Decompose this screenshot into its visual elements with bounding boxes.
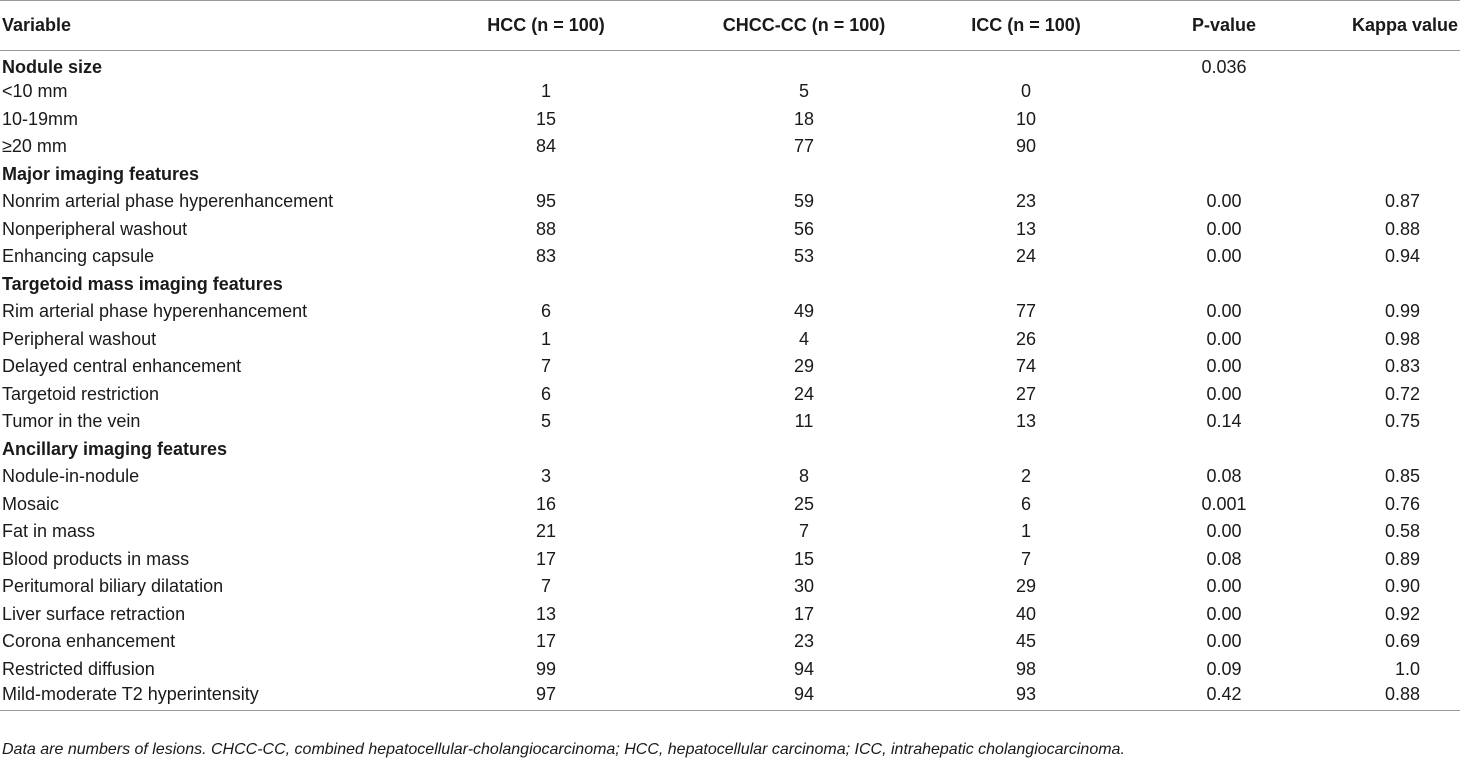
cell-hcc: 15	[535, 108, 557, 129]
cell-kappa-value: 0.72	[1384, 383, 1420, 404]
cell-hcc: 3	[540, 466, 551, 487]
cell-chcc-cc	[680, 161, 928, 189]
cell-chcc-cc: 8	[798, 466, 809, 487]
cell-icc: 98	[1015, 658, 1037, 679]
cell-kappa-value	[1324, 106, 1460, 134]
cell-kappa-value: 0.88	[1384, 218, 1420, 239]
cell-icc: 13	[1015, 218, 1037, 239]
cell-icc: 90	[1015, 136, 1037, 157]
cell-p-value: 0.00	[1206, 218, 1242, 239]
cell-hcc: 17	[535, 631, 557, 652]
table-row	[0, 188, 1460, 216]
cell-chcc-cc: 11	[794, 411, 814, 432]
table-row	[0, 683, 1460, 711]
cell-icc: 27	[1015, 383, 1037, 404]
cell-chcc-cc: 7	[798, 521, 809, 542]
cell-hcc: 84	[535, 136, 557, 157]
cell-hcc: 13	[535, 603, 557, 624]
header-kappa-value: Kappa value	[1351, 15, 1458, 35]
cell-p-value: 0.00	[1206, 603, 1242, 624]
cell-variable: Mild-moderate T2 hyperintensity	[2, 684, 259, 704]
cell-icc: 2	[1020, 466, 1031, 487]
cell-icc: 7	[1020, 548, 1031, 569]
table-row	[0, 546, 1460, 574]
table-row	[0, 243, 1460, 271]
cell-kappa-value: 0.94	[1384, 246, 1420, 267]
cell-icc: 45	[1015, 631, 1037, 652]
cell-hcc: 17	[535, 548, 557, 569]
cell-hcc: 16	[535, 493, 557, 514]
section-row	[0, 161, 1460, 189]
cell-kappa-value: 0.99	[1384, 301, 1420, 322]
cell-kappa-value	[1324, 51, 1460, 79]
cell-variable: Liver surface retraction	[2, 603, 186, 624]
cell-kappa-value: 1.0	[1394, 658, 1420, 679]
cell-p-value: 0.00	[1206, 246, 1242, 267]
cell-hcc	[412, 51, 680, 79]
cell-kappa-value	[1324, 78, 1460, 106]
cell-variable: Blood products in mass	[2, 548, 190, 569]
cell-kappa-value	[1324, 133, 1460, 161]
cell-icc: 74	[1015, 356, 1037, 377]
cell-chcc-cc: 5	[798, 81, 809, 102]
cell-p-value	[1124, 271, 1324, 299]
cell-chcc-cc: 94	[793, 658, 815, 679]
cell-kappa-value: 0.87	[1384, 191, 1420, 212]
cell-variable: Mosaic	[2, 493, 60, 514]
cell-chcc-cc: 49	[793, 301, 815, 322]
cell-icc: 29	[1015, 576, 1037, 597]
cell-hcc: 7	[540, 576, 551, 597]
cell-p-value: 0.00	[1206, 521, 1242, 542]
header-chcc-cc: CHCC-CC (n = 100)	[722, 15, 886, 35]
cell-icc: 13	[1015, 411, 1037, 432]
cell-p-value: 0.09	[1206, 658, 1242, 679]
cell-hcc: 21	[535, 521, 557, 542]
table-row	[0, 133, 1460, 161]
header-p-value: P-value	[1191, 15, 1257, 35]
cell-icc: 40	[1015, 603, 1037, 624]
section-heading: Nodule size	[2, 57, 103, 77]
cell-hcc	[412, 271, 680, 299]
cell-chcc-cc: 30	[793, 576, 815, 597]
cell-variable: Peritumoral biliary dilatation	[2, 576, 224, 597]
cell-chcc-cc	[680, 51, 928, 79]
cell-chcc-cc: 53	[793, 246, 815, 267]
table-row	[0, 381, 1460, 409]
cell-hcc: 88	[535, 218, 557, 239]
cell-icc: 0	[1020, 81, 1031, 102]
table-body	[0, 51, 1460, 711]
cell-p-value: 0.14	[1206, 411, 1242, 432]
cell-kappa-value: 0.76	[1384, 493, 1420, 514]
cell-p-value: 0.00	[1206, 631, 1242, 652]
cell-icc	[928, 51, 1124, 79]
cell-kappa-value: 0.58	[1384, 521, 1420, 542]
cell-p-value: 0.00	[1206, 383, 1242, 404]
section-heading: Ancillary imaging features	[2, 438, 228, 459]
table-row	[0, 573, 1460, 601]
cell-p-value: 0.00	[1206, 191, 1242, 212]
cell-variable: Nodule-in-nodule	[2, 466, 140, 487]
table-row	[0, 216, 1460, 244]
cell-hcc: 83	[535, 246, 557, 267]
cell-hcc: 95	[535, 191, 557, 212]
cell-variable: Delayed central enhancement	[2, 356, 242, 377]
table-row	[0, 601, 1460, 629]
cell-chcc-cc: 94	[793, 684, 815, 704]
cell-p-value	[1124, 436, 1324, 464]
cell-chcc-cc: 59	[793, 191, 815, 212]
cell-chcc-cc: 23	[793, 631, 815, 652]
table-row	[0, 491, 1460, 519]
table-row	[0, 78, 1460, 106]
cell-icc: 77	[1015, 301, 1037, 322]
table-row	[0, 326, 1460, 354]
cell-kappa-value: 0.75	[1384, 411, 1420, 432]
cell-chcc-cc: 29	[793, 356, 815, 377]
cell-p-value: 0.08	[1206, 466, 1242, 487]
section-row	[0, 271, 1460, 299]
cell-p-value: 0.00	[1206, 301, 1242, 322]
table-row	[0, 628, 1460, 656]
table-footnote: Data are numbers of lesions. CHCC-CC, combined hepatocellular-cholangiocarcinoma; HCC, hepatocellular carcinoma; ICC, intrahepatic cholangiocarcinoma.	[2, 741, 1125, 758]
cell-variable: Rim arterial phase hyperenhancement	[2, 301, 308, 322]
cell-kappa-value: 0.88	[1384, 684, 1420, 704]
cell-kappa-value	[1324, 436, 1460, 464]
cell-p-value: 0.001	[1201, 493, 1247, 514]
cell-kappa-value: 0.92	[1384, 603, 1420, 624]
cell-chcc-cc: 17	[793, 603, 815, 624]
cell-p-value: 0.08	[1206, 548, 1242, 569]
cell-chcc-cc: 18	[793, 108, 815, 129]
cell-variable: Tumor in the vein	[2, 411, 141, 432]
cell-hcc	[412, 161, 680, 189]
cell-variable: 10-19mm	[2, 108, 79, 129]
table-row	[0, 656, 1460, 684]
cell-kappa-value: 0.83	[1384, 356, 1420, 377]
cell-chcc-cc	[680, 436, 928, 464]
cell-kappa-value	[1324, 161, 1460, 189]
cell-hcc	[412, 436, 680, 464]
cell-icc	[928, 161, 1124, 189]
cell-chcc-cc: 15	[793, 548, 815, 569]
cell-icc: 10	[1015, 108, 1037, 129]
cell-kappa-value: 0.98	[1384, 328, 1420, 349]
cell-chcc-cc: 56	[793, 218, 815, 239]
cell-kappa-value	[1324, 271, 1460, 299]
header-variable: Variable	[2, 15, 72, 35]
table-row	[0, 106, 1460, 134]
cell-variable: Fat in mass	[2, 521, 96, 542]
cell-variable: ≥20 mm	[2, 136, 67, 157]
table-header	[0, 1, 1460, 51]
table-row	[0, 463, 1460, 491]
cell-icc	[928, 271, 1124, 299]
cell-chcc-cc	[680, 271, 928, 299]
cell-hcc: 97	[535, 684, 557, 704]
section-row	[0, 51, 1460, 79]
cell-p-value: 0.00	[1206, 328, 1242, 349]
cell-p-value: 0.00	[1206, 356, 1242, 377]
cell-p-value	[1124, 106, 1324, 134]
cell-p-value: 0.42	[1206, 684, 1242, 704]
cell-chcc-cc: 25	[793, 493, 815, 514]
table-row	[0, 353, 1460, 381]
cell-p-value	[1124, 161, 1324, 189]
header-row	[0, 1, 1460, 51]
cell-hcc: 1	[540, 81, 551, 102]
cell-p-value: 0.00	[1206, 576, 1242, 597]
cell-hcc: 6	[540, 301, 551, 322]
cell-hcc: 7	[540, 356, 551, 377]
cell-hcc: 99	[535, 658, 557, 679]
cell-icc: 6	[1020, 493, 1031, 514]
header-icc: ICC (n = 100)	[971, 15, 1081, 35]
cell-icc	[928, 436, 1124, 464]
cell-icc: 24	[1015, 246, 1037, 267]
table-row	[0, 408, 1460, 436]
cell-variable: Restricted diffusion	[2, 658, 155, 679]
cell-variable: Corona enhancement	[2, 631, 176, 652]
cell-variable: Targetoid restriction	[2, 383, 160, 404]
cell-icc: 23	[1015, 191, 1037, 212]
cell-variable: Peripheral washout	[2, 328, 157, 349]
cell-kappa-value: 0.85	[1384, 466, 1420, 487]
cell-variable: Enhancing capsule	[2, 246, 155, 267]
table-row	[0, 518, 1460, 546]
cell-kappa-value: 0.89	[1384, 548, 1420, 569]
cell-icc: 1	[1020, 521, 1031, 542]
cell-icc: 26	[1015, 328, 1037, 349]
section-row	[0, 436, 1460, 464]
cell-variable: Nonrim arterial phase hyperenhancement	[2, 191, 334, 212]
cell-variable: Nonperipheral washout	[2, 218, 188, 239]
header-hcc: HCC (n = 100)	[487, 15, 605, 35]
cell-hcc: 1	[540, 328, 551, 349]
section-heading: Major imaging features	[2, 163, 200, 184]
cell-chcc-cc: 24	[793, 383, 815, 404]
cell-kappa-value: 0.69	[1384, 631, 1420, 652]
cell-p-value	[1124, 133, 1324, 161]
table-row	[0, 298, 1460, 326]
cell-icc: 93	[1015, 684, 1037, 704]
cell-p-value: 0.036	[1201, 57, 1247, 77]
cell-hcc: 5	[540, 411, 551, 432]
cell-chcc-cc: 77	[793, 136, 815, 157]
cell-p-value	[1124, 78, 1324, 106]
cell-kappa-value: 0.90	[1384, 576, 1420, 597]
cell-chcc-cc: 4	[798, 328, 809, 349]
section-heading: Targetoid mass imaging features	[2, 273, 283, 294]
cell-hcc: 6	[540, 383, 551, 404]
cell-variable: <10 mm	[2, 81, 68, 102]
